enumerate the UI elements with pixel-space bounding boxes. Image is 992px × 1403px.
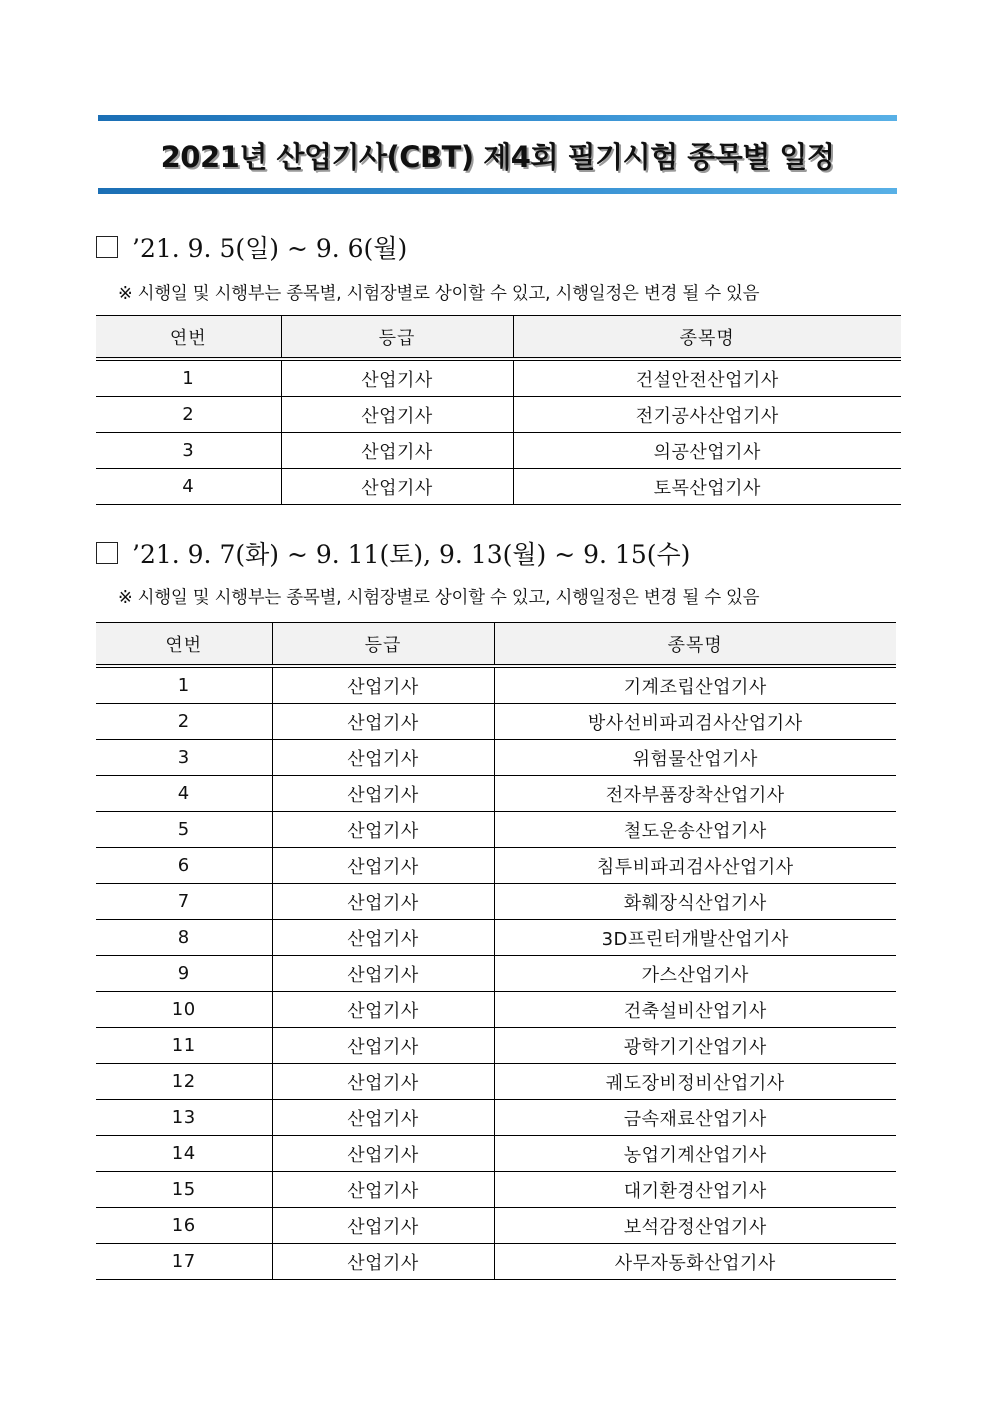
table-row: [96, 704, 896, 740]
cell-no: 5: [96, 812, 272, 848]
table-row: [96, 776, 896, 812]
page-title: 2021년 산업기사(CBT) 제4회 필기시험 종목별 일정: [160, 140, 835, 174]
cell-no: 9: [96, 956, 272, 992]
cell-subject: 금속재료산업기사: [494, 1100, 896, 1136]
section-1-note: ※ 시행일 및 시행부는 종목별, 시험장별로 상이할 수 있고, 시행일정은 변경 될 수 있음: [118, 284, 760, 304]
cell-subject: 건설안전산업기사: [513, 359, 901, 397]
cell-grade: 산업기사: [272, 1244, 494, 1280]
cell-grade: 산업기사: [272, 812, 494, 848]
cell-subject: 대기환경산업기사: [494, 1172, 896, 1208]
cell-subject: 기계조립산업기사: [494, 666, 896, 704]
column-header-grade: 등급: [281, 316, 513, 360]
cell-subject: 방사선비파괴검사산업기사: [494, 704, 896, 740]
cell-subject: 전자부품장착산업기사: [494, 776, 896, 812]
cell-subject: 농업기계산업기사: [494, 1136, 896, 1172]
cell-no: 10: [96, 992, 272, 1028]
table-header-row: [96, 623, 896, 667]
table-row: [96, 1100, 896, 1136]
cell-no: 3: [96, 740, 272, 776]
table-row: [96, 397, 901, 433]
cell-grade: 산업기사: [281, 397, 513, 433]
section-1-date: ’21. 9. 5(일) ~ 9. 6(월): [132, 234, 408, 263]
table-row: [96, 469, 901, 505]
table-row: [96, 1136, 896, 1172]
cell-no: 11: [96, 1028, 272, 1064]
table-row: [96, 666, 896, 704]
section-2-heading: [96, 536, 690, 570]
cell-grade: 산업기사: [272, 1064, 494, 1100]
cell-no: 1: [96, 666, 272, 704]
cell-subject: 침투비파괴검사산업기사: [494, 848, 896, 884]
cell-grade: 산업기사: [272, 992, 494, 1028]
table-row: [96, 1064, 896, 1100]
table-row: [96, 956, 896, 992]
cell-grade: 산업기사: [272, 666, 494, 704]
cell-no: 2: [96, 704, 272, 740]
cell-grade: 산업기사: [272, 848, 494, 884]
cell-grade: 산업기사: [272, 1028, 494, 1064]
cell-no: 4: [96, 776, 272, 812]
checkbox-icon: [96, 542, 118, 564]
cell-grade: 산업기사: [281, 469, 513, 505]
cell-subject: 위험물산업기사: [494, 740, 896, 776]
column-header-no: 연번: [96, 623, 272, 667]
cell-no: 1: [96, 359, 281, 397]
column-header-no: 연번: [96, 316, 281, 360]
cell-subject: 궤도장비정비산업기사: [494, 1064, 896, 1100]
cell-no: 3: [96, 433, 281, 469]
section-1-table: [96, 315, 901, 505]
table-row: [96, 848, 896, 884]
column-header-subject: 종목명: [494, 623, 896, 667]
cell-no: 16: [96, 1208, 272, 1244]
cell-grade: 산업기사: [281, 359, 513, 397]
cell-grade: 산업기사: [272, 704, 494, 740]
cell-subject: 전기공사산업기사: [513, 397, 901, 433]
cell-no: 14: [96, 1136, 272, 1172]
cell-grade: 산업기사: [272, 956, 494, 992]
table-row: [96, 1028, 896, 1064]
cell-subject: 건축설비산업기사: [494, 992, 896, 1028]
cell-no: 6: [96, 848, 272, 884]
cell-no: 8: [96, 920, 272, 956]
cell-subject: 가스산업기사: [494, 956, 896, 992]
title-block: [98, 115, 897, 195]
table-row: [96, 1244, 896, 1280]
cell-no: 15: [96, 1172, 272, 1208]
cell-grade: 산업기사: [272, 920, 494, 956]
cell-grade: 산업기사: [272, 740, 494, 776]
section-2-date: ’21. 9. 7(화) ~ 9. 11(토), 9. 13(월) ~ 9. 15(수): [132, 540, 691, 569]
title-bottom-bar: [98, 188, 897, 194]
cell-grade: 산업기사: [272, 884, 494, 920]
cell-grade: 산업기사: [272, 1100, 494, 1136]
cell-no: 17: [96, 1244, 272, 1280]
section-1-heading: [96, 230, 407, 264]
table-row: [96, 740, 896, 776]
cell-subject: 토목산업기사: [513, 469, 901, 505]
cell-subject: 보석감정산업기사: [494, 1208, 896, 1244]
cell-subject: 3D프린터개발산업기사: [494, 920, 896, 956]
cell-grade: 산업기사: [272, 776, 494, 812]
column-header-subject: 종목명: [513, 316, 901, 360]
table-row: [96, 1172, 896, 1208]
table-row: [96, 884, 896, 920]
table-header-row: [96, 316, 901, 360]
cell-grade: 산업기사: [281, 433, 513, 469]
section-2-note: ※ 시행일 및 시행부는 종목별, 시험장별로 상이할 수 있고, 시행일정은 변경 될 수 있음: [118, 588, 760, 608]
cell-no: 4: [96, 469, 281, 505]
table-row: [96, 1208, 896, 1244]
cell-subject: 사무자동화산업기사: [494, 1244, 896, 1280]
table-row: [96, 920, 896, 956]
cell-grade: 산업기사: [272, 1136, 494, 1172]
cell-grade: 산업기사: [272, 1208, 494, 1244]
table-row: [96, 359, 901, 397]
title-top-bar: [98, 115, 897, 121]
cell-subject: 철도운송산업기사: [494, 812, 896, 848]
cell-subject: 광학기기산업기사: [494, 1028, 896, 1064]
table-row: [96, 433, 901, 469]
table-row: [96, 812, 896, 848]
table-row: [96, 992, 896, 1028]
cell-subject: 화훼장식산업기사: [494, 884, 896, 920]
section-2-table: [96, 622, 896, 1280]
cell-no: 7: [96, 884, 272, 920]
column-header-grade: 등급: [272, 623, 494, 667]
cell-subject: 의공산업기사: [513, 433, 901, 469]
cell-no: 2: [96, 397, 281, 433]
cell-no: 13: [96, 1100, 272, 1136]
checkbox-icon: [96, 236, 118, 258]
cell-no: 12: [96, 1064, 272, 1100]
cell-grade: 산업기사: [272, 1172, 494, 1208]
